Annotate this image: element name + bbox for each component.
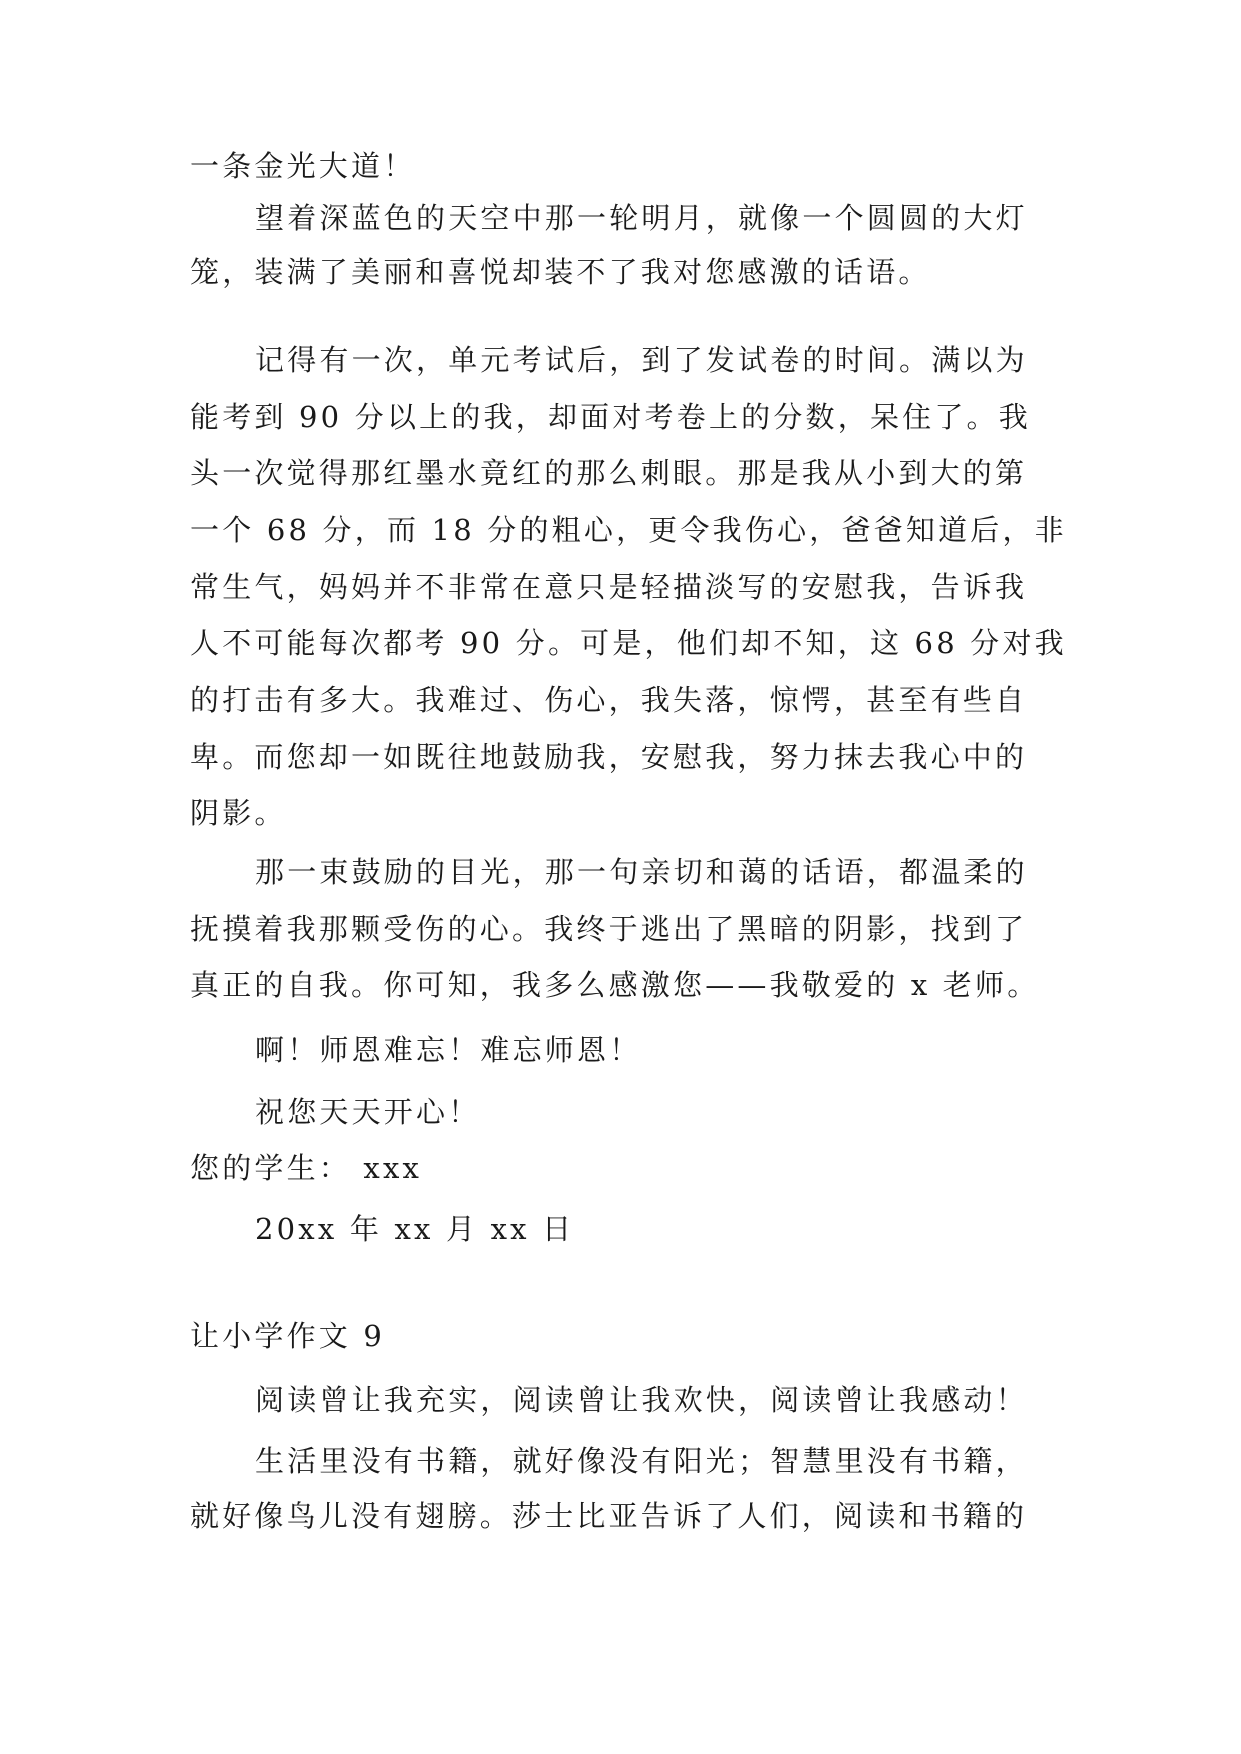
text-line: 阅读曾让我充实，阅读曾让我欢快，阅读曾让我感动！ [255,1383,1028,1417]
text-line: 真正的自我。你可知，我多么感激您——我敬爱的 x 老师。 [190,968,1040,1002]
text-line: 的打击有多大。我难过、伤心，我失落，惊愕，甚至有些自 [190,683,1028,717]
text-line: 阴影。 [190,796,287,830]
text-line: 常生气，妈妈并不非常在意只是轻描淡写的安慰我，告诉我 [190,570,1028,604]
text-line: 笼，装满了美丽和喜悦却装不了我对您感激的话语。 [190,255,931,289]
text-line: 记得有一次，单元考试后，到了发试卷的时间。满以为 [255,343,1028,377]
text-line: 卑。而您却一如既往地鼓励我，安慰我，努力抹去我心中的 [190,740,1028,774]
text-line: 生活里没有书籍，就好像没有阳光；智慧里没有书籍， [255,1444,1028,1478]
section-heading: 让小学作文 9 [190,1319,386,1353]
text-line: 啊！师恩难忘！难忘师恩！ [255,1033,642,1067]
text-line: 望着深蓝色的天空中那一轮明月，就像一个圆圆的大灯 [255,201,1028,235]
text-line: 抚摸着我那颗受伤的心。我终于逃出了黑暗的阴影，找到了 [190,912,1028,946]
text-line: 人不可能每次都考 90 分。可是，他们却不知，这 68 分对我 [190,626,1067,660]
text-line: 头一次觉得那红墨水竟红的那么刺眼。那是我从小到大的第 [190,456,1028,490]
text-line: 祝您天天开心！ [255,1095,481,1129]
text-line: 一个 68 分，而 18 分的粗心，更令我伤心，爸爸知道后，非 [190,513,1067,547]
text-line: 就好像鸟儿没有翅膀。莎士比亚告诉了人们，阅读和书籍的 [190,1499,1028,1533]
signature-line: 您的学生： xxx [190,1151,423,1185]
text-line: 能考到 90 分以上的我，却面对考卷上的分数，呆住了。我 [190,400,1031,434]
date-line: 20xx 年 xx 月 xx 日 [255,1212,575,1246]
text-line: 一条金光大道！ [190,149,416,183]
text-line: 那一束鼓励的目光，那一句亲切和蔼的话语，都温柔的 [255,855,1028,889]
